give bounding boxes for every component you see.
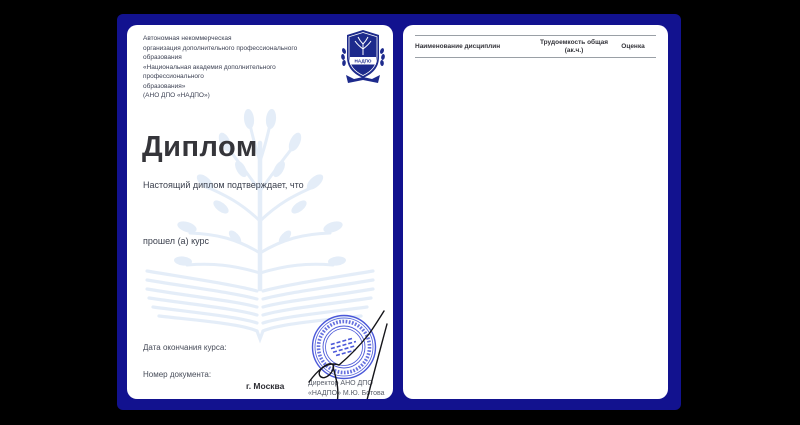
logo-text: НАДПО <box>354 58 372 64</box>
disciplines-table-header <box>415 35 656 58</box>
director-line: «НАДПО» М.Ю. Ботова <box>308 389 385 397</box>
course-end-date-label: Дата окончания курса: <box>143 343 227 352</box>
director-line: Директор АНО ДПО <box>308 380 373 387</box>
director-signature-icon <box>303 308 393 399</box>
diploma-left-page <box>127 25 393 399</box>
city-label: г. Москва <box>246 381 285 391</box>
org-line: Автономная некоммерческая <box>143 35 232 42</box>
column-grade: Оценка <box>621 42 645 50</box>
org-line: (АНО ДПО «НАДПО») <box>143 92 210 99</box>
organization-name <box>143 34 333 101</box>
diploma-subtitle: Настоящий диплом подтверждает, что <box>143 180 304 190</box>
org-line: организация дополнительного профессионального образования <box>143 44 298 61</box>
diploma-cover <box>117 14 681 410</box>
org-line: образования» <box>143 82 186 90</box>
org-line: «Национальная академия дополнительного профессионального <box>143 63 276 80</box>
diploma-right-page <box>403 25 668 399</box>
column-workload-hours: Трудоемкость общая (ак.ч.) <box>539 38 609 54</box>
academy-crest-icon <box>340 29 386 85</box>
document-number-label: Номер документа: <box>143 370 212 379</box>
column-discipline-name: Наименование дисциплин <box>415 42 501 50</box>
diploma-title: Диплом <box>142 131 258 163</box>
course-line: прошел (а) курс <box>143 236 210 246</box>
